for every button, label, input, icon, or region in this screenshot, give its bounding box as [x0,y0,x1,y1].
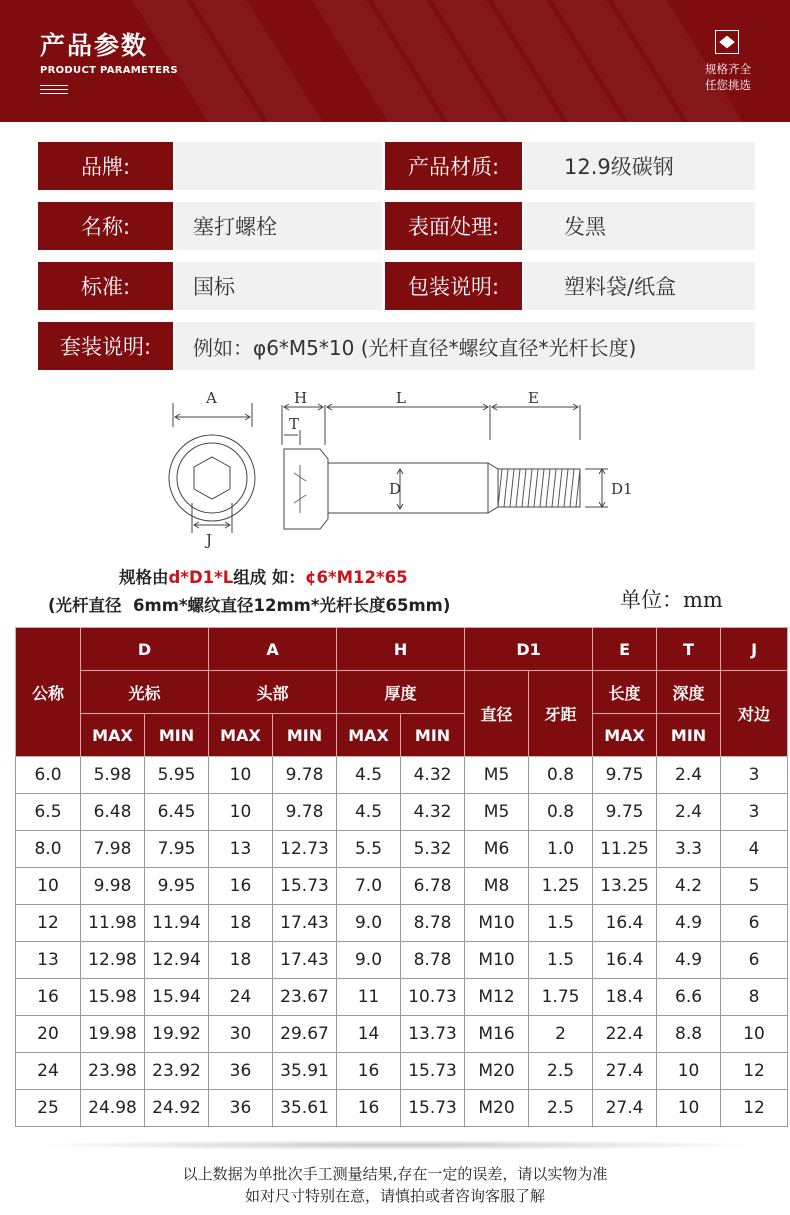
name-label: 名称: [38,202,173,250]
table-cell: 30 [209,1016,273,1053]
table-cell: M5 [465,757,529,794]
header-diameter: 直径 [465,671,529,757]
table-cell: 5.5 [337,831,401,868]
table-cell: 5.95 [145,757,209,794]
table-cell: 15.73 [273,868,337,905]
table-cell: 1.25 [529,868,593,905]
table-cell: 17.43 [273,905,337,942]
table-cell: 13 [209,831,273,868]
table-cell: 12.98 [81,942,145,979]
table-cell: 24.92 [145,1090,209,1127]
table-cell: 9.75 [593,757,657,794]
table-cell: 9.78 [273,794,337,831]
table-cell: 10 [209,794,273,831]
table-cell: 3.3 [657,831,721,868]
table-cell: 6.48 [81,794,145,831]
table-cell: 27.4 [593,1053,657,1090]
table-cell: 20 [16,1016,81,1053]
dim-label-d: D [389,480,402,498]
table-cell: 4.5 [337,757,401,794]
surface-label: 表面处理: [385,202,522,250]
table-row [16,1090,788,1127]
badge-text [690,61,766,93]
table-cell: 9.0 [337,942,401,979]
package-label: 包装说明: [385,262,522,310]
table-cell: 11.25 [593,831,657,868]
table-cell: 16 [337,1053,401,1090]
table-cell: 1.0 [529,831,593,868]
spec-line-2: (光杆直径 6mm*螺纹直径12mm*光杆长度65mm) [48,596,451,615]
table-cell: 23.92 [145,1053,209,1090]
table-cell: 23.67 [273,979,337,1016]
table-cell: 10 [657,1053,721,1090]
table-cell: M20 [465,1053,529,1090]
header-j: J [721,628,788,671]
table-cell: M8 [465,868,529,905]
spec-formula: d*D1*L [168,568,234,587]
table-cell: 9.98 [81,868,145,905]
header-d1: D1 [465,628,593,671]
table-cell: 15.98 [81,979,145,1016]
table-cell: 2.4 [657,757,721,794]
table-row [16,757,788,794]
table-cell: 9.78 [273,757,337,794]
brand-label: 品牌: [38,142,173,190]
table-cell: 12 [721,1053,788,1090]
page-title: 产品参数 [40,31,149,60]
table-cell: 1.5 [529,942,593,979]
table-cell: 4.32 [401,794,465,831]
spec-example: ¢6*M12*65 [305,568,408,587]
table-cell: M12 [465,979,529,1016]
table-cell: 7.95 [145,831,209,868]
header-d: D [81,628,209,671]
table-row [16,794,788,831]
table-cell: 16.4 [593,942,657,979]
table-cell: 5 [721,868,788,905]
table-cell: 2.5 [529,1090,593,1127]
header-a-min: MIN [273,714,337,757]
table-cell: 10 [657,1090,721,1127]
table-cell: 13.73 [401,1016,465,1053]
table-cell: 3 [721,794,788,831]
table-cell: 6 [721,942,788,979]
table-cell: M16 [465,1016,529,1053]
set-label: 套装说明: [38,322,173,370]
table-cell: 23.98 [81,1053,145,1090]
header-shaft: 光标 [81,671,209,714]
table-cell: 11.94 [145,905,209,942]
table-cell: 13 [16,942,81,979]
table-row [16,1016,788,1053]
table-cell: 16 [16,979,81,1016]
table-cell: 1.5 [529,905,593,942]
table-cell: 8.8 [657,1016,721,1053]
header-d-max: MAX [81,714,145,757]
table-cell: 15.73 [401,1090,465,1127]
table-cell: 8.78 [401,942,465,979]
table-cell: 6.5 [16,794,81,831]
table-row [16,942,788,979]
header-row-2 [16,671,788,714]
table-cell: 7.98 [81,831,145,868]
header-pitch: 牙距 [529,671,593,757]
table-cell: 2.4 [657,794,721,831]
table-cell: 29.67 [273,1016,337,1053]
table-cell: 3 [721,757,788,794]
spec-middle: 组成 如： [233,568,306,587]
decor-lines [40,85,68,97]
surface-value: 发黑 [524,202,755,250]
footer-line-2: 如对尺寸特别在意，请慎拍或者咨询客服了解 [244,1187,545,1205]
table-cell: M10 [465,942,529,979]
table-cell: M6 [465,831,529,868]
table-cell: M10 [465,905,529,942]
standard-value: 国标 [175,262,382,310]
table-cell: 6 [721,905,788,942]
table-cell: 6.0 [16,757,81,794]
header-row-3 [16,714,788,757]
table-row [16,905,788,942]
table-row [16,979,788,1016]
unit-label: 单位：mm [620,588,723,612]
header-head: 头部 [209,671,337,714]
table-cell: 15.94 [145,979,209,1016]
brand-value [175,142,382,190]
name-value: 塞打螺栓 [175,202,382,250]
header-depth: 深度 [657,671,721,714]
table-row [16,831,788,868]
table-cell: 12 [16,905,81,942]
table-cell: 24 [16,1053,81,1090]
header-d-min: MIN [145,714,209,757]
cube-icon [715,30,739,54]
dim-label-l: L [396,389,406,407]
table-cell: 8.78 [401,905,465,942]
table-cell: 10.73 [401,979,465,1016]
table-cell: 10 [721,1016,788,1053]
table-cell: 17.43 [273,942,337,979]
dim-label-d1: D1 [611,480,633,498]
table-cell: 36 [209,1090,273,1127]
table-cell: 4.5 [337,794,401,831]
table-cell: 9.95 [145,868,209,905]
table-row [16,1053,788,1090]
table-cell: 0.8 [529,794,593,831]
table-cell: 0.8 [529,757,593,794]
table-cell: 5.98 [81,757,145,794]
table-cell: 4.2 [657,868,721,905]
divider-shadow [25,1140,765,1150]
table-cell: 35.61 [273,1090,337,1127]
material-label: 产品材质: [385,142,522,190]
spec-table [15,627,788,1127]
table-cell: 35.91 [273,1053,337,1090]
table-cell: 13.25 [593,868,657,905]
table-cell: M5 [465,794,529,831]
table-body [16,757,788,1127]
package-value: 塑料袋/纸盒 [524,262,755,310]
table-cell: 2 [529,1016,593,1053]
table-cell: 8.0 [16,831,81,868]
material-value: 12.9级碳钢 [524,142,755,190]
table-row [16,868,788,905]
table-cell: 14 [337,1016,401,1053]
page-subtitle: PRODUCT PARAMETERS [40,65,178,76]
table-cell: 19.92 [145,1016,209,1053]
table-cell: 18.4 [593,979,657,1016]
header-flat: 对边 [721,671,788,757]
header-row-1 [16,628,788,671]
header-length: 长度 [593,671,657,714]
table-cell: 2.5 [529,1053,593,1090]
table-cell: 7.0 [337,868,401,905]
table-cell: 8 [721,979,788,1016]
table-cell: 19.98 [81,1016,145,1053]
table-cell: 5.32 [401,831,465,868]
footer-line-1: 以上数据为单批次手工测量结果,存在一定的误差，请以实物为准 [182,1165,608,1183]
table-cell: 11.98 [81,905,145,942]
header-thickness: 厚度 [337,671,465,714]
table-cell: 27.4 [593,1090,657,1127]
header-t: T [657,628,721,671]
dim-label-a: A [206,389,217,407]
table-cell: 11 [337,979,401,1016]
table-cell: 4 [721,831,788,868]
table-cell: 15.73 [401,1053,465,1090]
header-a-max: MAX [209,714,273,757]
table-cell: 4.32 [401,757,465,794]
set-value: 例如：φ6*M5*10 (光杆直径*螺纹直径*光杆长度) [175,322,755,370]
table-cell: 9.0 [337,905,401,942]
header-t-min: MIN [657,714,721,757]
header-h-min: MIN [401,714,465,757]
table-cell: 22.4 [593,1016,657,1053]
table-cell: 9.75 [593,794,657,831]
table-cell: M20 [465,1090,529,1127]
table-cell: 6.45 [145,794,209,831]
badge-line-1: 规格齐全 [705,62,751,76]
table-cell: 16 [337,1090,401,1127]
header-banner [0,0,790,122]
spec-prefix: 规格由 [119,568,169,587]
table-cell: 18 [209,905,273,942]
table-cell: 18 [209,942,273,979]
bolt-drawing [160,385,640,550]
table-cell: 4.9 [657,942,721,979]
table-cell: 12 [721,1090,788,1127]
table-cell: 16 [209,868,273,905]
dim-label-j: J [206,531,213,549]
dim-label-e: E [528,389,539,407]
table-cell: 4.9 [657,905,721,942]
header-e: E [593,628,657,671]
header-h: H [337,628,465,671]
table-cell: 6.78 [401,868,465,905]
badge-line-2: 任您挑选 [705,78,751,92]
table-cell: 1.75 [529,979,593,1016]
dim-label-t: T [289,415,300,433]
table-cell: 12.94 [145,942,209,979]
standard-label: 标准: [38,262,173,310]
table-cell: 6.6 [657,979,721,1016]
table-cell: 10 [16,868,81,905]
table-cell: 24 [209,979,273,1016]
header-a: A [209,628,337,671]
table-cell: 25 [16,1090,81,1127]
header-h-max: MAX [337,714,401,757]
header-nominal: 公称 [16,628,81,757]
dim-label-h: H [294,389,308,407]
table-cell: 24.98 [81,1090,145,1127]
header-e-max: MAX [593,714,657,757]
table-cell: 36 [209,1053,273,1090]
table-cell: 10 [209,757,273,794]
table-cell: 12.73 [273,831,337,868]
table-cell: 16.4 [593,905,657,942]
